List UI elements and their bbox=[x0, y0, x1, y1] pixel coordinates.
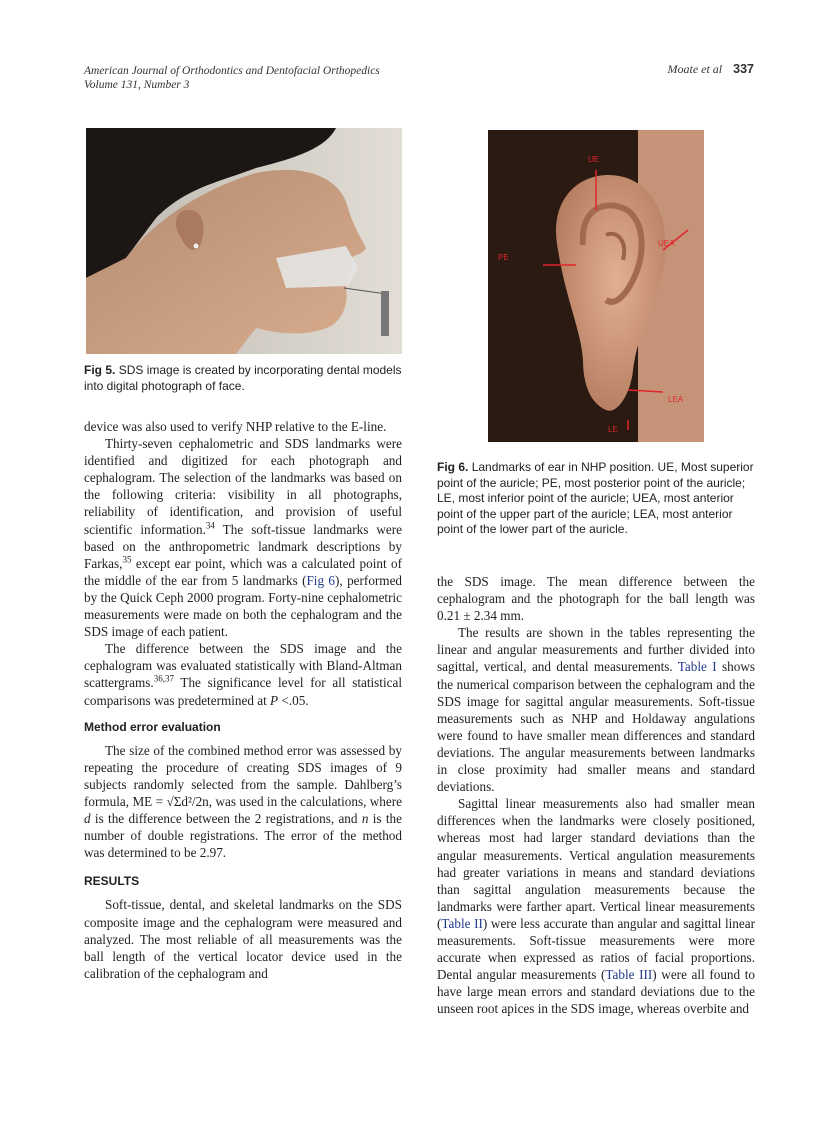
paragraph: Sagittal linear measurements also had smaller mean differences when the landmarks were closely positioned, whereas most had larger standard deviations than the angular measurements. Vertical angulation measurements had greater variations in means and standard deviations than sagittal angulation measurements because the landmarks were farther apart. Vertical linear measurements (Table II) were less accurate than angular and sagittal linear measurements. Soft-tissue measurements were more accurate when expressed as ratios of facial proportions. Dental angular measurements (Table III) were all found to have large mean errors and standard deviations due to the unseen root apices in the SDS image, whereas overbite and bbox=[437, 796, 755, 1017]
figure-5-caption bbox=[84, 363, 404, 394]
paragraph: The results are shown in the tables representing the linear and angular measurements and further divided into sagittal, vertical, and dental measurements. Table I shows the numerical comparison between the cephalogram and the SDS image for sagittal angular measurements. Soft-tissue measurements such as NHP and Holdaway angulations were found to have smaller mean differences and standard deviations. The angular measurements between landmarks in close proximity had smaller means and standard deviations. bbox=[437, 625, 755, 795]
label-pe: PE bbox=[498, 253, 509, 262]
running-header bbox=[84, 64, 380, 92]
label-uea: UEA bbox=[658, 239, 675, 248]
figure-6-photo bbox=[488, 130, 704, 442]
figure-6-caption-text: Landmarks of ear in NHP position. UE, Most superior point of the auricle; PE, most posterior point of the auricle; LE, most inferior point of the auricle; UEA, most anterior point of the upper part of the auricle; LEA, most anterior point of the lower part of the auricle. bbox=[437, 460, 754, 536]
figure-5-photo bbox=[86, 128, 402, 354]
paragraph: The size of the combined method error was assessed by repeating the procedure of creating SDS images of 9 subjects randomly selected from the sample. Dahlberg’s formula, ME = √Σd²/2n, was used in the calculations, where d is the difference between the 2 registrations, and n is the number of double registrations. The error of the method was determined to be 2.97. bbox=[84, 742, 402, 861]
page-number: 337 bbox=[733, 62, 754, 76]
paragraph: Soft-tissue, dental, and skeletal landmarks on the SDS composite image and the cephalogram were measured and analyzed. The most reliable of all measurements was the ball length of the vertical locator device used in the calibration of the cephalogram and bbox=[84, 897, 402, 981]
face-profile-illustration bbox=[86, 128, 402, 354]
paragraph: Thirty-seven cephalometric and SDS landmarks were identified and digitized for each photograph and cephalogram. The selection of the landmarks was based on the following criteria: visibility in all photographs, reliability of identification, and provision of useful scientific information.$^{34}$ The soft-tissue landmarks were based on the anthropometric landmark descriptions by Farkas,$^{35}$ except ear point, which was a calculated point of the middle of the ear from 5 landmarks (Fig 6), performed by the Quick Ceph 2000 program. Forty-nine cephalometric measurements were made on both the cephalogram and the SDS image of each patient. bbox=[84, 436, 403, 640]
figure-5-label: Fig 5. bbox=[84, 363, 116, 377]
section-heading-method-error: Method error evaluation bbox=[84, 719, 221, 734]
ear-landmarks-illustration bbox=[488, 130, 704, 442]
paragraph: device was also used to verify NHP relative to the E-line. bbox=[84, 419, 387, 434]
figure-6-label: Fig 6. bbox=[437, 460, 469, 474]
figure-5-caption-text: SDS image is created by incorporating dental models into digital photograph of face. bbox=[84, 363, 402, 393]
paragraph: the SDS image. The mean difference between the cephalogram and the photograph for the ball length was 0.21 ± 2.34 mm. bbox=[437, 574, 755, 624]
authors: Moate et al bbox=[667, 62, 723, 76]
section-heading-results: RESULTS bbox=[84, 874, 140, 889]
figure-6-link[interactable]: Fig 6 bbox=[306, 572, 336, 588]
left-column bbox=[84, 418, 402, 982]
label-le: LE bbox=[608, 425, 618, 434]
label-lea: LEA bbox=[668, 395, 684, 404]
journal-volume: Volume 131, Number 3 bbox=[84, 79, 190, 91]
journal-title: American Journal of Orthodontics and Dentofacial Orthopedics bbox=[84, 65, 380, 77]
figure-6-caption bbox=[437, 460, 757, 538]
table-1-link[interactable]: Table I bbox=[677, 659, 717, 675]
right-column bbox=[437, 573, 755, 1017]
page-header-right bbox=[667, 62, 754, 77]
label-ue: UE bbox=[588, 155, 600, 164]
table-2-link[interactable]: Table II bbox=[441, 915, 483, 931]
table-3-link[interactable]: Table III bbox=[605, 967, 653, 983]
paragraph: The difference between the SDS image and the cephalogram was evaluated statistically with Bland-Altman scattergrams.$^{36,37}$ The significance level for all statistical comparisons was predetermined at P <.05. bbox=[84, 641, 402, 708]
